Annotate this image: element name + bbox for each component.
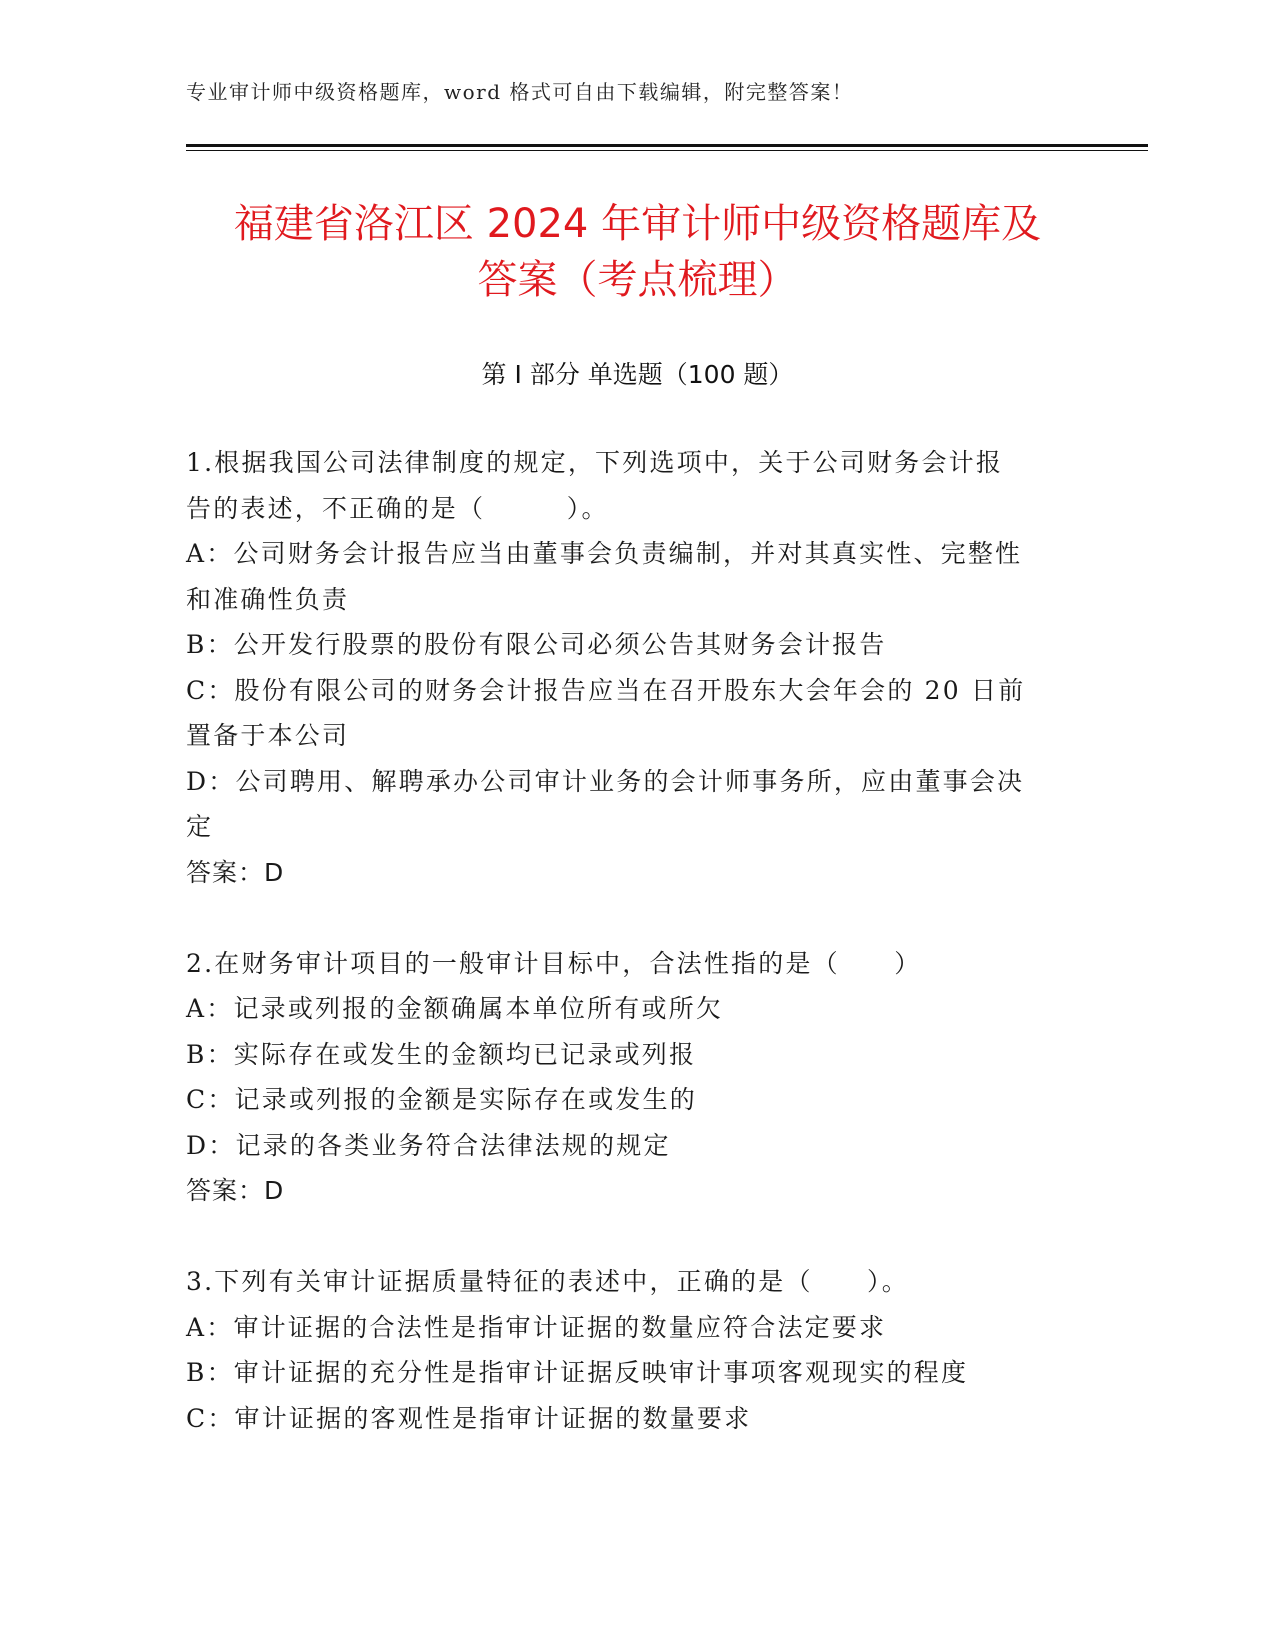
question-option <box>186 1032 1086 1078</box>
title-line-2: 答案（考点梳理） <box>477 257 798 303</box>
option-line: C：审计证据的客观性是指审计证据的数量要求 <box>186 1403 752 1433</box>
question-block <box>186 1259 1086 1441</box>
question-option <box>186 1396 1086 1442</box>
header-rule-thin <box>186 150 1148 151</box>
answer-text: 答案：D <box>186 857 285 887</box>
question-block <box>186 941 1086 1214</box>
option-line: B：公开发行股票的股份有限公司必须公告其财务会计报告 <box>186 630 887 659</box>
option-line: D：记录的各类业务符合法律法规的规定 <box>186 1130 671 1160</box>
answer-text: 答案：D <box>186 1176 285 1205</box>
option-line: A：审计证据的合法性是指审计证据的数量应符合法定要求 <box>186 1312 887 1342</box>
option-line: 和准确性负责 <box>186 584 350 614</box>
option-line: 定 <box>186 812 214 841</box>
option-line: C：股份有限公司的财务会计报告应当在召开股东大会年会的 20 日前 <box>186 675 1026 705</box>
header-note: 专业审计师中级资格题库，word 格式可自由下载编辑，附完整答案！ <box>186 80 854 104</box>
section-title: 第 I 部分 单选题（100 题） <box>481 360 794 389</box>
question-option <box>186 1305 1086 1351</box>
option-line: A：公司财务会计报告应当由董事会负责编制，并对其真实性、完整性 <box>186 539 1023 568</box>
question-option <box>186 622 1086 668</box>
question-option <box>186 668 1086 759</box>
question-option <box>186 1077 1086 1123</box>
document-title <box>150 196 1125 308</box>
title-line-1: 福建省洛江区 2024 年审计师中级资格题库及 <box>233 201 1042 247</box>
option-line: B：审计证据的充分性是指审计证据反映审计事项客观现实的程度 <box>186 1358 969 1387</box>
question-stem-line: 1.根据我国公司法律制度的规定，下列选项中，关于公司财务会计报 <box>186 448 1004 477</box>
option-line: C：记录或列报的金额是实际存在或发生的 <box>186 1085 697 1114</box>
question-stem-line: 2.在财务审计项目的一般审计目标中，合法性指的是（ ） <box>186 948 922 978</box>
question-option <box>186 531 1086 622</box>
question-block <box>186 440 1086 895</box>
option-line: D：公司聘用、解聘承办公司审计业务的会计师事务所，应由董事会决 <box>186 766 1025 796</box>
question-option <box>186 759 1086 850</box>
question-stem-line: 告的表述，不正确的是（ ）。 <box>186 493 609 523</box>
question-stem-line: 3.下列有关审计证据质量特征的表述中，正确的是（ ）。 <box>186 1267 909 1296</box>
questions-list <box>186 440 1086 1487</box>
option-line: 置备于本公司 <box>186 721 350 750</box>
question-option <box>186 986 1086 1032</box>
option-line: B：实际存在或发生的金额均已记录或列报 <box>186 1039 697 1069</box>
question-option <box>186 1123 1086 1169</box>
question-option <box>186 1350 1086 1396</box>
option-line: A：记录或列报的金额确属本单位所有或所欠 <box>186 994 724 1023</box>
header-rule-thick <box>186 144 1148 147</box>
